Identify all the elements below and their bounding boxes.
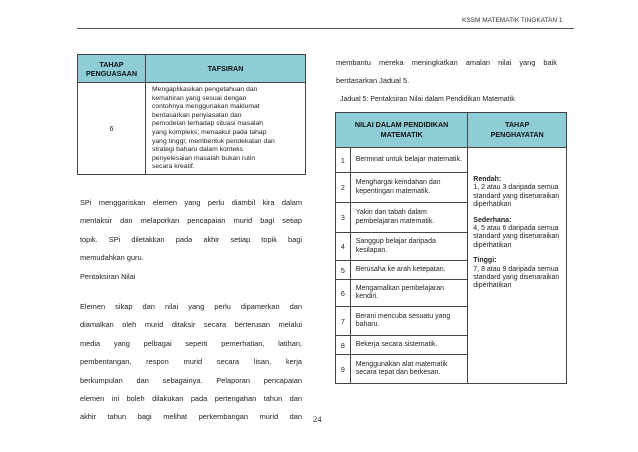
description-line: penyelesaian masalah bukan rutin bbox=[152, 154, 256, 162]
section-heading bbox=[80, 268, 302, 286]
description-line: contohnya menggunakan maklumat bbox=[152, 103, 260, 111]
description-cell bbox=[146, 83, 306, 175]
column-header-tahap: TAHAP PENGUASAAN bbox=[78, 55, 146, 83]
row-number: 1 bbox=[336, 148, 351, 173]
text-line: pembentangan, respon murid secara lisan, kerja bbox=[80, 357, 302, 367]
appreciation-text: 1, 2 atau 3 daripada semua standard yang disenaraikan diperhatikan bbox=[473, 184, 560, 209]
section-heading-text: Pentaksiran Nilai bbox=[80, 272, 136, 281]
running-header: KSSM MATEMATIK TINGKATAN 1 bbox=[462, 17, 563, 24]
column-header-tahap-penghayatan: TAHAP PENGHAYATAN bbox=[468, 113, 567, 148]
nilai-table bbox=[335, 112, 567, 384]
tafsiran-table bbox=[77, 54, 306, 175]
table-row bbox=[336, 148, 567, 173]
text-line: berkumpulan dan sebagainya. Pelaporan pencapaian bbox=[80, 375, 302, 385]
row-number: 2 bbox=[336, 173, 351, 203]
level-cell: 6 bbox=[78, 83, 146, 175]
row-number: 5 bbox=[336, 261, 351, 280]
row-number: 7 bbox=[336, 307, 351, 336]
row-number: 3 bbox=[336, 203, 351, 233]
values-paragraph bbox=[80, 298, 302, 427]
description-line: yang kompleks; menaakul pada tahap bbox=[152, 128, 267, 136]
appreciation-low bbox=[473, 176, 563, 210]
table-header-row bbox=[336, 113, 567, 148]
row-number: 8 bbox=[336, 336, 351, 355]
text-line: mentaksir dan melaporkan pencapaian murid bagi setiap bbox=[80, 216, 302, 226]
appreciation-label: Rendah: bbox=[473, 176, 502, 183]
page-number: 24 bbox=[313, 414, 322, 424]
text-line: berdasarkan Jadual 5. bbox=[336, 76, 410, 86]
text-line: diamalkan oleh murid ditaksir secara berterusan melalui bbox=[80, 320, 302, 330]
appreciation-label: Tinggi: bbox=[473, 257, 497, 265]
table-row bbox=[78, 83, 306, 175]
value-cell: Mengamalkan pembelajaran kendiri. bbox=[350, 280, 468, 307]
text-line: akhir tahun bagi melihat perkembangan murid dan bbox=[80, 412, 302, 422]
text-line: media yang pelbagai seperti pemerhatian, latihan, bbox=[80, 338, 302, 348]
description-line: Mengaplikasikan pengetahuan dan bbox=[152, 86, 258, 93]
text-line: elemen ini boleh dilakukan pada pertengahan tahun dan bbox=[80, 393, 302, 403]
description-line: pemodelan terhadap situasi masalah bbox=[152, 120, 264, 128]
appreciation-text: 4, 5 atau 6 daripada semua standard yang disenaraikan diperhatikan bbox=[473, 225, 560, 249]
text-line: topik. SPi diletakkan pada akhir setiap topik bagi bbox=[80, 234, 302, 244]
description-line: secara kreatif. bbox=[152, 163, 195, 171]
description-line: strategi baharu dalam konteks bbox=[152, 146, 244, 154]
table-header-row bbox=[78, 55, 306, 83]
row-number: 6 bbox=[336, 280, 351, 307]
table-caption: Jadual 5: Pentaksiran Nilai dalam Pendidikan Matematik bbox=[340, 96, 515, 103]
appreciation-cell bbox=[468, 148, 567, 384]
value-cell: Menggunakan alat matematik secara tepat dan berkesan. bbox=[350, 355, 468, 384]
value-cell: Yakin dan tabah dalam pembelajaran matematik. bbox=[350, 203, 468, 233]
column-header-tafsiran: TAFSIRAN bbox=[146, 55, 306, 83]
description-line: berdasarkan penyiasatan dan bbox=[152, 111, 242, 119]
appreciation-label: Sederhana: bbox=[473, 216, 512, 224]
value-cell: Sanggup belajar daripada kesilapan. bbox=[350, 233, 468, 261]
header-rule bbox=[77, 28, 574, 29]
value-cell: Bekerja secara sistematik. bbox=[350, 336, 468, 355]
appreciation-medium bbox=[473, 217, 563, 251]
text-line: Elemen sikap dan nilai yang perlu dipamerkan dan bbox=[80, 302, 302, 311]
text-line: memudahkan guru. bbox=[80, 253, 144, 263]
description-line: kemahiran yang sesuai dengan bbox=[152, 94, 247, 102]
text-line: membantu mereka meningkatkan amalan nilai yang baik bbox=[336, 58, 557, 67]
spi-paragraph bbox=[80, 194, 302, 268]
row-number: 9 bbox=[336, 355, 351, 384]
text-line: SPi menggariskan elemen yang perlu diambil kira dalam bbox=[80, 198, 302, 207]
appreciation-text: 7, 8 atau 9 daripada semua standard yang disenaraikan diperhatikan bbox=[473, 265, 560, 290]
value-cell: Menghargai keindahan dan kepentingan matematik. bbox=[350, 173, 468, 203]
right-paragraph bbox=[336, 54, 557, 91]
column-header-nilai: NILAI DALAM PENDIDIKAN MATEMATIK bbox=[336, 113, 468, 148]
value-cell: Berusaha ke arah ketepatan. bbox=[350, 261, 468, 280]
value-cell: Berminat untuk belajar matematik. bbox=[350, 148, 468, 173]
row-number: 4 bbox=[336, 233, 351, 261]
value-cell: Berani mencuba sesuatu yang baharu. bbox=[350, 307, 468, 336]
description-line: yang tinggi; membentuk pendekatan dan bbox=[152, 137, 275, 145]
appreciation-high bbox=[473, 257, 563, 291]
